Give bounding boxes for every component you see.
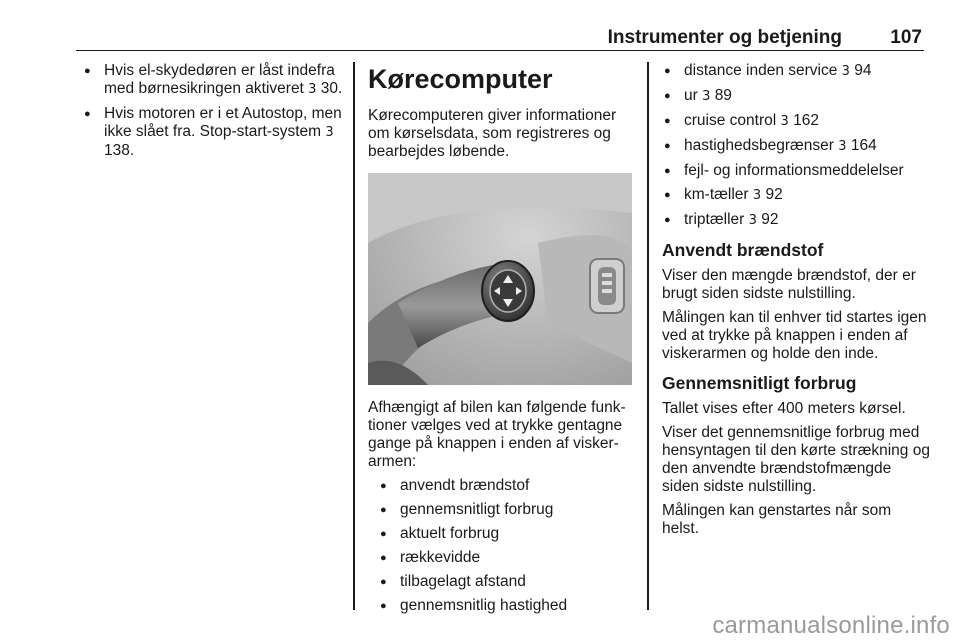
list-item [82, 62, 344, 99]
page-number: 107 [890, 27, 922, 48]
list-item-text: Hvis motoren er i et Autostop, men ikke slået fra. Stop-start-system [104, 105, 342, 140]
paragraph: Målingen kan til enhver tid startes igen ved at trykke på knappen i enden af viskerarmen og holde den inde. [662, 309, 927, 362]
page-ref-icon: 3 [780, 114, 789, 129]
list-item [662, 137, 930, 156]
list-item: ● gennemsnitligt forbrug [378, 501, 634, 519]
list-item-text: km-tæller [684, 186, 753, 203]
list-item-text: hastighedsbegrænser [684, 137, 839, 154]
page-ref-icon: 3 [702, 89, 711, 104]
column-divider [647, 62, 649, 610]
page-ref[interactable]: 92 [761, 211, 779, 228]
paragraph: Målingen kan genstartes når som helst. [662, 502, 892, 537]
page-ref-icon: 3 [325, 125, 334, 140]
list-item [662, 62, 930, 81]
list-item: ● gennemsnitlig hastighed [378, 597, 634, 615]
paragraph: Viser den mængde brændstof, der er brugt siden sidste nulstilling. [662, 267, 916, 302]
list-item-text: Hvis el-skydedøren er låst indefra med børnesikringen aktiveret [104, 62, 335, 97]
page-ref[interactable]: 92 [765, 186, 783, 203]
section-heading: Kørecomputer [368, 64, 553, 94]
functions-paragraph: Afhængigt af bilen kan følgende funktioner vælges ved at trykke gentagne gange på knappen i enden af viskerarmen: [368, 399, 626, 470]
page-header [76, 24, 924, 51]
page-ref-icon: 3 [841, 64, 850, 79]
list-item-text: fejl- og informationsmeddelelser [684, 162, 904, 179]
page-ref[interactable]: 162 [793, 112, 819, 129]
page-ref[interactable]: 94 [854, 62, 872, 79]
page-ref[interactable]: 89 [714, 87, 732, 104]
page-ref[interactable]: 164 [850, 137, 877, 154]
list-item: ● tilbagelagt afstand [378, 573, 634, 591]
subheading-fuel-used: Anvendt brændstof [662, 240, 824, 260]
section-title: Instrumenter og betjening [607, 27, 842, 48]
list-item: ● anvendt brændstof [378, 477, 634, 495]
watermark: carmanualsonline.info [712, 612, 950, 639]
page-ref-icon: 3 [838, 139, 847, 154]
column-1 [82, 62, 344, 166]
list-item [662, 112, 930, 131]
list-item [662, 186, 930, 205]
paragraph: Tallet vises efter 400 meters kørsel. [662, 400, 906, 417]
list-item-text: cruise control [684, 112, 781, 129]
list-item [662, 162, 930, 180]
paragraph: Viser det gennemsnitlige forbrug med hensyntagen til den kørte strækning og den anvendte brændstofmængde siden sidste nulstilling. [662, 424, 930, 495]
page-ref-icon: 3 [752, 188, 762, 203]
page-ref[interactable]: 30. [320, 80, 343, 97]
list-item-text: ur [684, 87, 703, 104]
column-2 [368, 62, 634, 621]
list-item [662, 87, 930, 106]
subheading-average-consumption: Gennemsnitligt forbrug [662, 373, 857, 393]
page-ref-icon: 3 [308, 82, 317, 97]
page-ref[interactable]: 138. [104, 142, 135, 159]
intro-paragraph: Kørecomputeren giver informationer om kørselsdata, som registreres og bearbejdes løbende. [368, 107, 617, 160]
list-item-text: distance inden service [684, 62, 842, 79]
list-item: ● rækkevidde [378, 549, 634, 567]
list-item [82, 105, 344, 160]
list-item [662, 211, 930, 230]
page-ref-icon: 3 [748, 213, 757, 228]
list-item-text: triptæller [684, 211, 749, 228]
list-item: ● aktuelt forbrug [378, 525, 634, 543]
wiper-lever-photo [368, 173, 632, 385]
column-3 [662, 62, 930, 544]
column-divider [353, 62, 355, 610]
